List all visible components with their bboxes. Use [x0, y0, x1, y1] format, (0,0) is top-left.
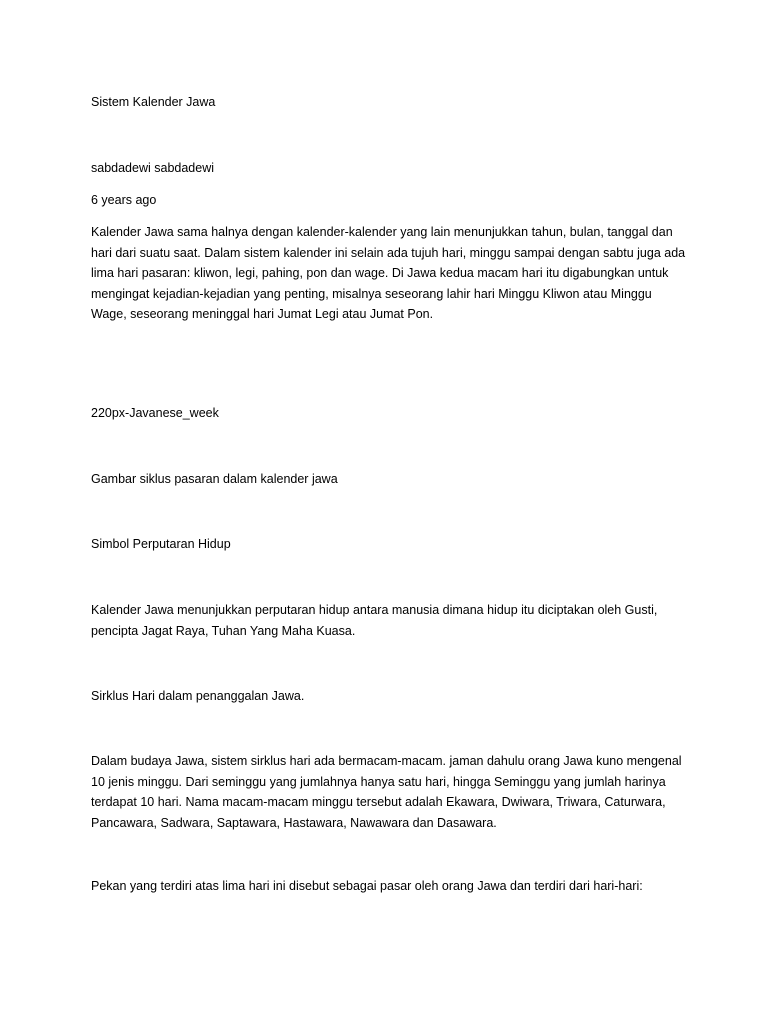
- image-caption: Gambar siklus pasaran dalam kalender jawa: [91, 472, 338, 486]
- document-title: Sistem Kalender Jawa: [91, 95, 216, 109]
- pasar-paragraph: Pekan yang terdiri atas lima hari ini disebut sebagai pasar oleh orang Jawa dan terdiri dari hari-hari:: [91, 879, 643, 893]
- symbol-paragraph: Kalender Jawa menunjukkan perputaran hidup antara manusia dimana hidup itu diciptakan oleh Gusti, pencipta Jagat Raya, Tuhan Yang Maha Kuasa.: [91, 603, 658, 638]
- post-date: 6 years ago: [91, 193, 157, 207]
- image-placeholder-text: 220px-Javanese_week: [91, 406, 219, 420]
- section-heading-cycle: Sirklus Hari dalam penanggalan Jawa.: [91, 689, 305, 703]
- intro-paragraph: Kalender Jawa sama halnya dengan kalender-kalender yang lain menunjukkan tahun, bulan, tanggal dan hari dari suatu saat. Dalam sistem kalender ini selain ada tujuh hari, minggu sampai dengan sabtu juga ada lima hari pasaran: kliwon, legi, pahing, pon dan wage. Di Jawa kedua macam hari itu digabungkan untuk mengingat kejadian-kejadian yang penting, misalnya seseorang lahir hari Minggu Kliwon atau Minggu Wage, seseorang meninggal hari Jumat Legi atau Jumat Pon.: [91, 225, 686, 321]
- cycle-paragraph: Dalam budaya Jawa, sistem sirklus hari ada bermacam-macam. jaman dahulu orang Jawa kuno mengenal 10 jenis minggu. Dari seminggu yang jumlahnya hanya satu hari, hingga Seminggu yang jumlah harinya terdapat 10 hari. Nama macam-macam minggu tersebut adalah Ekawara, Dwiwara, Triwara, Caturwara, Pancawara, Sadwara, Saptawara, Hastawara, Nawawara dan Dasawara.: [91, 754, 682, 830]
- section-heading-symbol: Simbol Perputaran Hidup: [91, 537, 231, 551]
- author-name: sabdadewi sabdadewi: [91, 161, 215, 175]
